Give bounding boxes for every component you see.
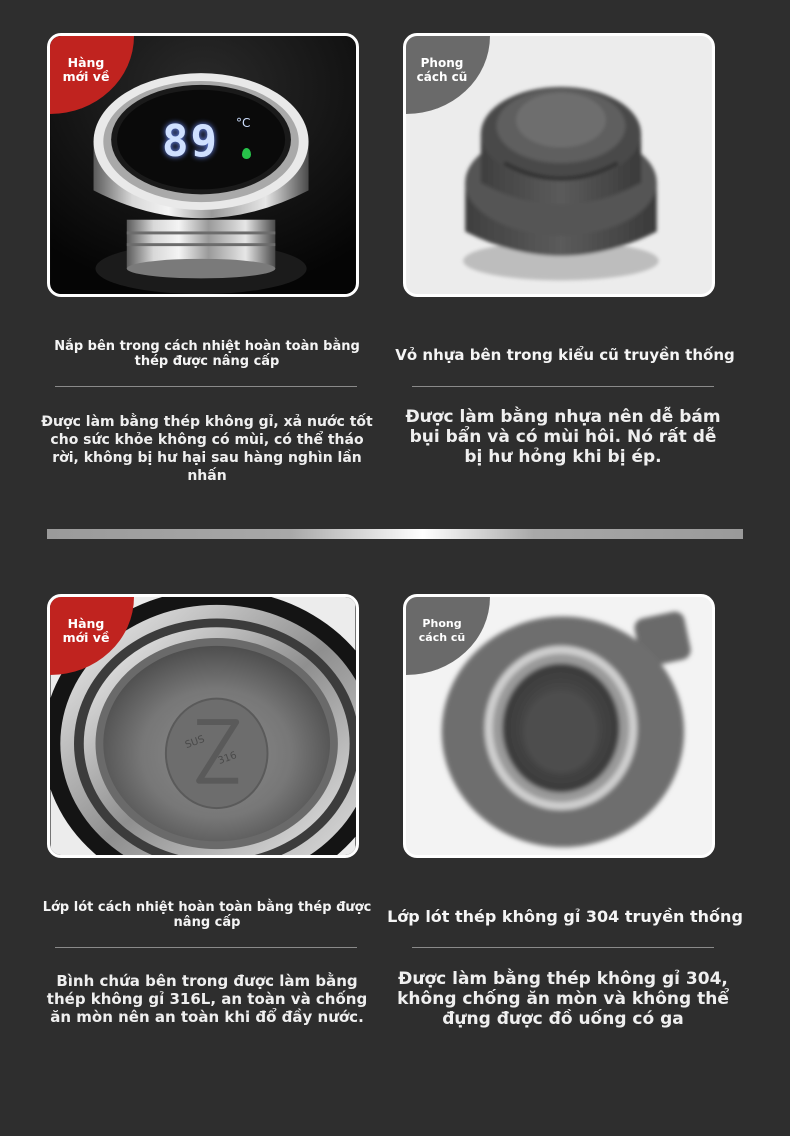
old-badge-line2: cách cũ [416, 70, 468, 84]
status-indicator-icon [242, 148, 251, 159]
new-liner-description: Bình chứa bên trong được làm bằng thép không gỉ 316L, an toàn và chống ăn mòn nên an toàn khi đổ đầy nước. [46, 972, 368, 1026]
separator-line [412, 947, 714, 948]
new-lid-description: Được làm bằng thép không gỉ, xả nước tốt cho sức khỏe không có mùi, có thể tháo rời, không bị hư hại sau hàng nghìn lần nhấn [41, 414, 373, 484]
old-liner-title: Lớp lót thép không gỉ 304 truyền thống [387, 907, 743, 926]
new-lid-title: Nắp bên trong cách nhiệt hoàn toàn bằng thép được nâng cấp [54, 339, 360, 369]
new-badge-line2: mới về [62, 69, 110, 84]
old-lid-title: Vỏ nhựa bên trong kiểu cũ truyền thống [395, 346, 735, 364]
old-badge-line1: Phong [422, 617, 462, 630]
separator-line [412, 386, 714, 387]
separator-line [55, 947, 357, 948]
new-badge-line1: Hàng [67, 616, 105, 631]
old-badge-line1: Phong [420, 56, 464, 70]
engraving-316-text: 316 [216, 750, 239, 767]
new-lid-image [47, 33, 359, 297]
new-liner-title: Lớp lót cách nhiệt hoàn toàn bằng thép được nâng cấp [42, 900, 372, 930]
section-divider [47, 529, 743, 539]
separator-line [55, 386, 357, 387]
temperature-unit: °C [236, 116, 251, 130]
old-liner-description: Được làm bằng thép không gỉ 304, không chống ăn mòn và không thể đựng được đồ uống có ga [397, 969, 729, 1029]
new-liner-image [47, 594, 359, 858]
old-lid-description: Được làm bằng nhựa nên dễ bám bụi bẩn và có mùi hôi. Nó rất dễ bị hư hỏng khi bị ép. [405, 407, 721, 467]
old-lid-image [403, 33, 715, 297]
temperature-readout: 89 [162, 116, 219, 167]
engraving-sus-text: SUS [183, 733, 207, 752]
new-badge-line2: mới về [62, 630, 110, 645]
old-badge-line2: cách cũ [418, 631, 466, 644]
old-liner-image [403, 594, 715, 858]
new-badge-line1: Hàng [67, 55, 105, 70]
